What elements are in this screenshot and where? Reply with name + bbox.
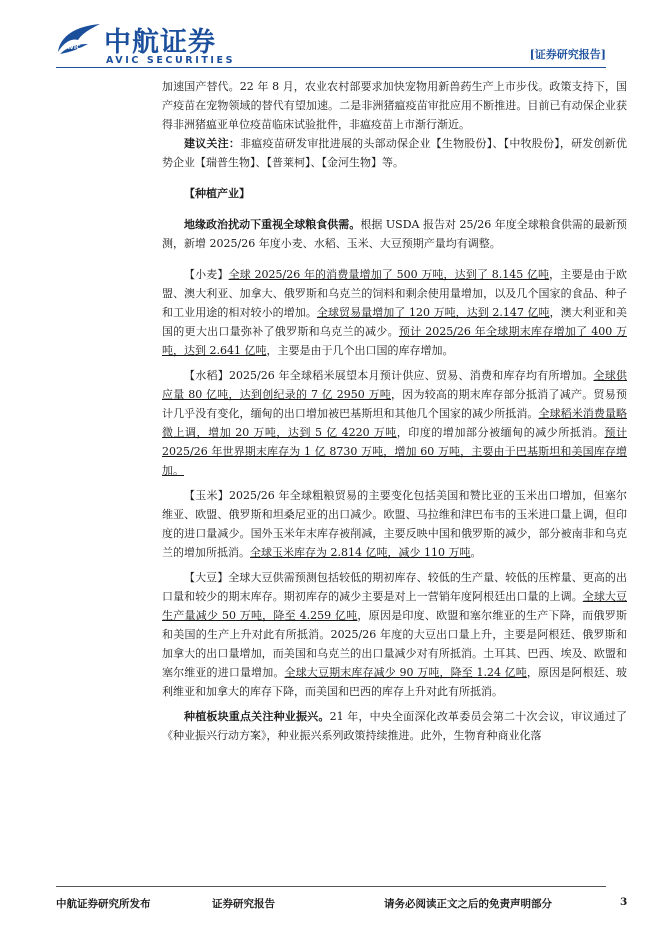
tag-soybean: 【大豆】 <box>184 571 229 584</box>
paragraph-soybean: 【大豆】全球大豆供需预测包括较低的期初库存、较低的生产量、较低的压榨量、更高的出口量和较少的期末库存。期初库存的减少主要是对上一营销年度阿根廷出口量的上调。全球大豆生产量减少 50 万吨，降至 4.259 亿吨，原因是印度、欧盟和塞尔维亚的生产下降，而俄罗斯和美国的生产上升对此有所抵消。2025/26 年度的大豆出口量上升，主要是阿根廷、俄罗斯和加拿大的出口量增加，而美国和乌克兰的出口量减少对有所抵消。土耳其、巴西、埃及、欧盟和塞尔维亚的进口量增加。全球大豆期末库存减少 90 万吨，降至 1.24 亿吨，原因是阿根廷、玻利维亚和加拿大的库存下降，而美国和巴西的库存上升对此有所抵消。 <box>162 571 628 698</box>
paragraph-recommendation: 建议关注：非瘟疫苗研发审批进展的头部动保企业【生物股份】、【中牧股份】，研发创新优势企业【瑞普生物】、【普莱柯】、【金河生物】等。 <box>162 137 627 169</box>
avic-logo <box>54 22 102 58</box>
footer-divider <box>56 886 606 887</box>
page-footer <box>0 880 662 936</box>
paragraph-corn: 【玉米】2025/26 年全球粗粮贸易的主要变化包括美国和赞比亚的玉米出口增加，但塞尔维亚、欧盟、俄罗斯和坦桑尼亚的出口减少。欧盟、马拉维和津巴布韦的玉米进口量上调，但印度的进口量减少。国外玉米年末库存被削减，主要反映中国和俄罗斯的减少，部分被南非和乌克兰的增加所抵消。全球玉米库存为 2.814 亿吨，减少 110 万吨。 <box>162 489 627 559</box>
tag-corn: 【玉米】 <box>184 489 230 502</box>
page-header <box>0 0 662 70</box>
section-heading-planting: 【种植产业】 <box>184 187 250 200</box>
brand-name-cn: 中航证券 <box>104 27 216 58</box>
tag-rice: 【水稻】 <box>184 369 230 382</box>
logo-text: AVIC <box>65 44 81 51</box>
footer-disclaimer: 请务必阅读正文之后的免责声明部分 <box>384 898 552 910</box>
footer-report-type: 证券研究报告 <box>212 898 275 910</box>
header-divider <box>56 67 606 68</box>
paragraph-grain-supply: 地缘政治扰动下重视全球粮食供需。根据 USDA 报告对 25/26 年度全球粮食供需的最新预测，新增 2025/26 年度小麦、水稻、玉米、大豆预期产量均有调整。 <box>162 218 627 250</box>
paragraph-seed-industry: 种植板块重点关注种业振兴。21 年，中央全面深化改革委员会第二十次会议，审议通过了《种业振兴行动方案》，种业振兴系列政策持续推进。此外，生物育种商业化落 <box>162 710 628 742</box>
page-number: 3 <box>620 896 628 908</box>
paragraph-pet-vaccine: 加速国产替代。22 年 8 月，农业农村部要求加快宠物用新兽药生产上市步伐。政策支持下，国产疫苗在宠物领域的替代有望加速。二是非洲猪瘟疫苗审批应用不断推进。目前已有动保企业获得非洲猪瘟亚单位疫苗临床试验批件，非瘟疫苗上市渐行渐近。 <box>162 80 627 131</box>
report-type-tag: [证券研究报告] <box>529 48 606 61</box>
tag-wheat: 【小麦】 <box>184 268 229 281</box>
paragraph-rice: 【水稻】2025/26 年全球稻米展望本月预计供应、贸易、消费和库存均有所增加。全球供应量 80 亿吨，达到创纪录的 7 亿 2950 万吨，因为较高的期末库存部分抵消了减产。贸易预计几乎没有变化，缅甸的出口增加被巴基斯坦和其他几个国家的减少所抵消。全球稻米消费量略微上调，增加 20 万吨，达到 5 亿 4220 万吨，印度的增加部分被缅甸的减少所抵消。预计 2025/26 年世界期末库存为 1 亿 8730 万吨，增加 60 万吨，主要由于巴基斯坦和美国库存增加。 <box>162 369 628 477</box>
paragraph-wheat: 【小麦】全球 2025/26 年的消费量增加了 500 万吨，达到了 8.145 亿吨，主要是由于欧盟、澳大利亚、加拿大、俄罗斯和乌克兰的饲料和剩余使用量增加，以及几个国家的食品、种子和工业用途的相对较小的增加。全球贸易量增加了 120 万吨，达到 2.147 亿吨，澳大利亚和美国的更大出口量弥补了俄罗斯和乌克兰的减少。预计 2025/26 年全球期末库存增加了 400 万吨，达到 2.641 亿吨，主要是由于几个出口国的库存增加。 <box>162 268 628 357</box>
footer-publisher: 中航证券研究所发布 <box>56 898 151 910</box>
recommendation-label: 建议关注： <box>184 137 241 150</box>
brand-name-en: AVIC SECURITIES <box>106 55 236 66</box>
main-content <box>162 77 627 745</box>
